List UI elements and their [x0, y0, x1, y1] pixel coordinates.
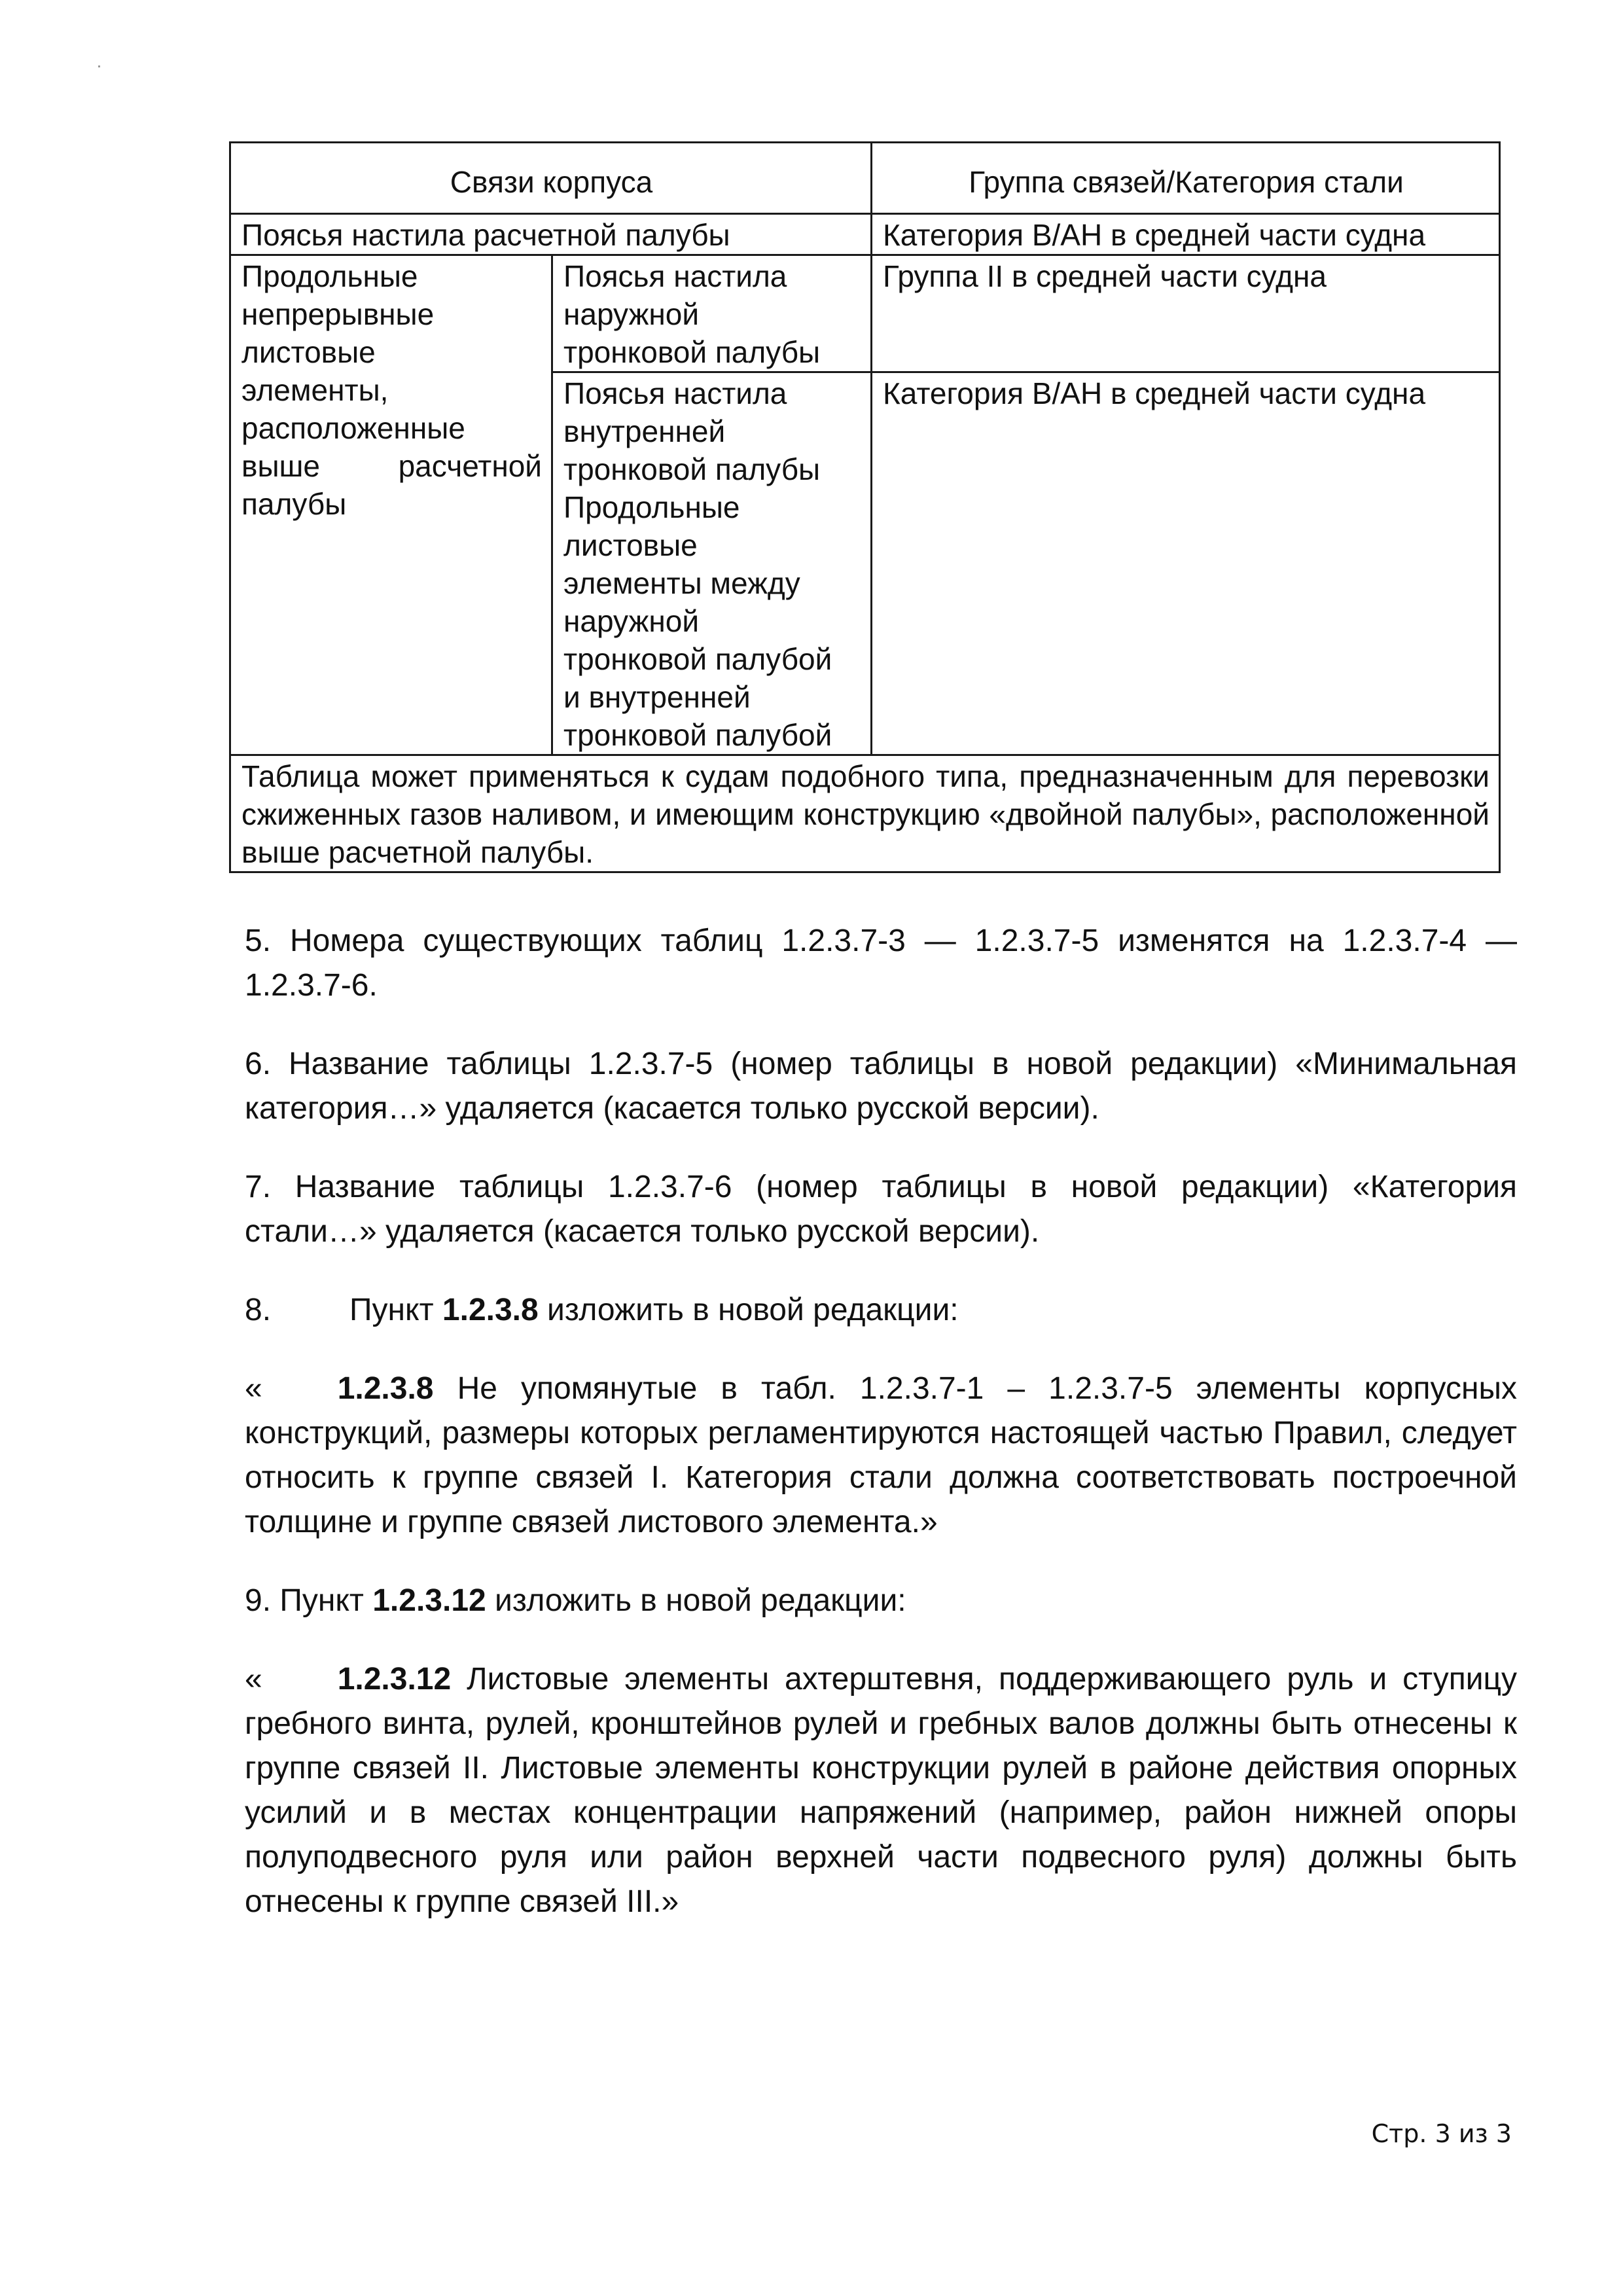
- cell-group-ii: Группа II в средней части судна: [872, 255, 1500, 372]
- header-hull-members: Связи корпуса: [230, 143, 872, 214]
- cell-group-label: Продольные непрерывные листовые элементы, расположенные выше расчетной палубы: [230, 255, 552, 755]
- steel-category-table: [229, 141, 1501, 873]
- quote-1238: « 1.2.3.8 Не упомянутые в табл. 1.2.3.7-1 – 1.2.3.7-5 элементы корпусных конструкций, размеры которых регламентируются настоящей частью Правил, следует относить к группе связей I. Категория стали должна соответствовать построечной толщине и группе связей листового элемента.»: [245, 1371, 1517, 1539]
- table-note: Таблица может применяться к судам подобного типа, предназначенным для перевозки сжиженных газов наливом, и имеющим конструкцию «двойной палубы», расположенной выше расчетной палубы.: [230, 755, 1500, 872]
- page-number: Стр. 3 из 3: [1371, 2119, 1512, 2148]
- table-row: [230, 255, 1500, 372]
- table-row: [230, 214, 1500, 255]
- paragraph-8: 8. Пункт 1.2.3.8 изложить в новой редакции:: [245, 1293, 959, 1327]
- cell-strength-deck-strakes: Поясья настила расчетной палубы: [230, 214, 872, 255]
- ref-1238-quote: 1.2.3.8: [337, 1371, 434, 1406]
- table-note-row: [230, 755, 1500, 872]
- ref-1238: 1.2.3.8: [442, 1293, 539, 1327]
- table-header-row: [230, 143, 1500, 214]
- paragraph-5: 5. Номера существующих таблиц 1.2.3.7-3 — 1.2.3.7-5 изменятся на 1.2.3.7-4 — 1.2.3.7-6.: [245, 924, 1517, 1003]
- cell-category-ba-ah: Категория В/АН в средней части судна: [872, 214, 1500, 255]
- paragraph-6: 6. Название таблицы 1.2.3.7-5 (номер таблицы в новой редакции) «Минимальная категория…» удаляется (касается только русской версии).: [245, 1047, 1517, 1126]
- paragraph-7: 7. Название таблицы 1.2.3.7-6 (номер таблицы в новой редакции) «Категория стали…» удаляется (касается только русской версии).: [245, 1170, 1517, 1249]
- paragraph-9: 9. Пункт 1.2.3.12 изложить в новой редакции:: [245, 1583, 906, 1618]
- quote-12312: « 1.2.3.12 Листовые элементы ахтерштевня, поддерживающего руль и ступицу гребного винта, рулей, кронштейнов рулей и гребных валов должны быть отнесены к группе связей II. Листовые элементы конструкции рулей в районе действия опорных усилий и в местах концентрации напряжений (например, район нижней опоры полуподвесного руля или район верхней части подвесного руля) должны быть отнесены к группе связей III.»: [245, 1662, 1517, 1919]
- header-group-category: Группа связей/Категория стали: [872, 143, 1500, 214]
- cell-category-ba-ah-2: Категория В/АН в средней части судна: [872, 372, 1500, 755]
- amendment-text: [245, 919, 1517, 1958]
- ref-12312-quote: 1.2.3.12: [337, 1662, 452, 1696]
- cell-outer-trunk-deck: Поясья настила наружной тронковой палубы: [552, 255, 872, 372]
- scan-speck: [98, 65, 100, 67]
- cell-inner-trunk-deck: Поясья настила внутренней тронковой палубы Продольные листовые элементы между наружной тронковой палубой и внутренней тронковой палубой: [552, 372, 872, 755]
- ref-12312: 1.2.3.12: [372, 1583, 486, 1618]
